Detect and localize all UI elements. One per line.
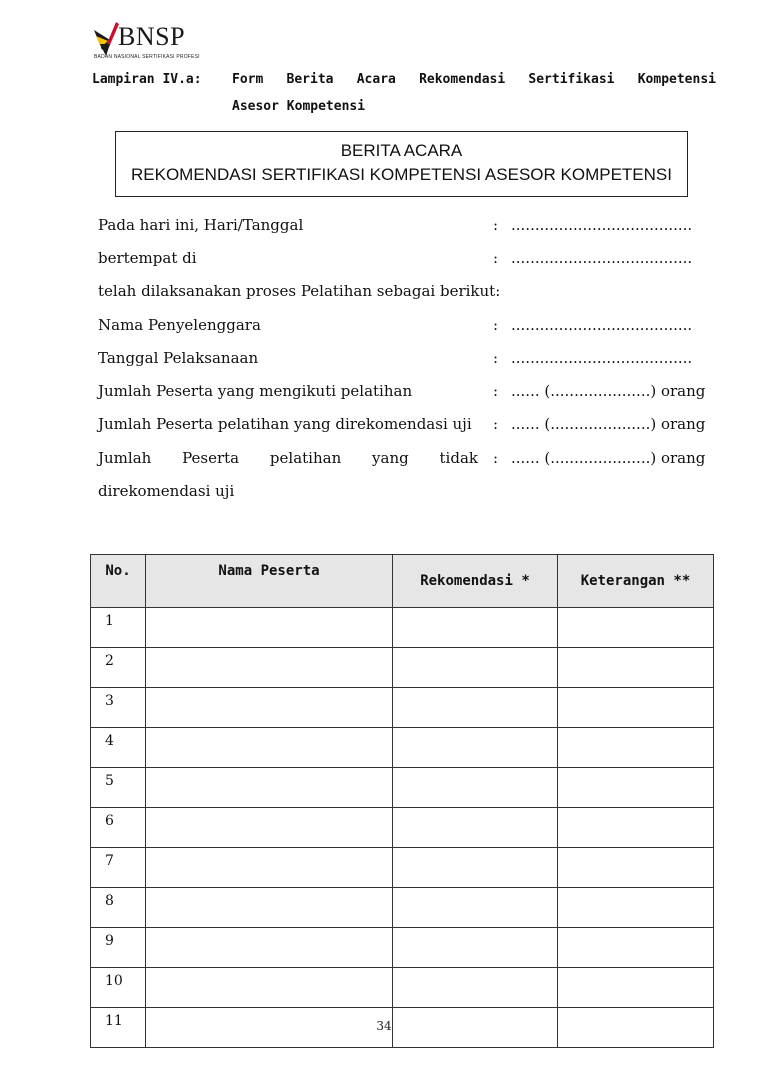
cell-keterangan[interactable]	[558, 768, 714, 808]
field-blank[interactable]: ......................................	[511, 216, 693, 234]
field-label: Pada hari ini, Hari/Tanggal	[98, 216, 304, 234]
cell-no: 3	[91, 688, 146, 728]
cell-keterangan[interactable]	[558, 928, 714, 968]
cell-nama-peserta[interactable]	[146, 768, 393, 808]
cell-no: 11	[91, 1008, 146, 1048]
cell-no: 9	[91, 928, 146, 968]
field-blank[interactable]: ......................................	[511, 316, 693, 334]
lampiran-title-line2: Asesor Kompetensi	[232, 99, 366, 114]
cell-keterangan[interactable]	[558, 688, 714, 728]
cell-rekomendasi[interactable]	[393, 768, 558, 808]
table-header-row	[91, 555, 714, 608]
cell-keterangan[interactable]	[558, 968, 714, 1008]
field-label-continuation: direkomendasi uji	[98, 482, 235, 500]
table-row	[91, 768, 714, 808]
column-header-nama: Nama Peserta	[146, 555, 393, 608]
cell-no: 7	[91, 848, 146, 888]
cell-no: 6	[91, 808, 146, 848]
cell-rekomendasi[interactable]	[393, 848, 558, 888]
field-colon: :	[493, 382, 499, 400]
cell-rekomendasi[interactable]	[393, 808, 558, 848]
table-row	[91, 648, 714, 688]
field-label-word: yang	[372, 449, 409, 467]
field-colon: :	[493, 249, 499, 267]
field-blank[interactable]: ...... (.....................) orang	[511, 382, 706, 400]
cell-rekomendasi[interactable]	[393, 928, 558, 968]
table-row	[91, 848, 714, 888]
cell-no: 4	[91, 728, 146, 768]
cell-keterangan[interactable]	[558, 848, 714, 888]
field-label: bertempat di	[98, 249, 197, 267]
field-label-word: Jumlah	[98, 449, 152, 467]
cell-keterangan[interactable]	[558, 728, 714, 768]
cell-keterangan[interactable]	[558, 648, 714, 688]
table-row	[91, 688, 714, 728]
document-title: BERITA ACARA	[340, 141, 463, 160]
document-subtitle: REKOMENDASI SERTIFIKASI KOMPETENSI ASESOR KOMPETENSI	[131, 165, 672, 184]
field-label: Tanggal Pelaksanaan	[98, 349, 259, 367]
cell-no: 1	[91, 608, 146, 648]
cell-no: 2	[91, 648, 146, 688]
field-blank[interactable]: ...... (.....................) orang	[511, 415, 706, 433]
cell-rekomendasi[interactable]	[393, 888, 558, 928]
column-header-keterangan: Keterangan **	[558, 555, 714, 608]
field-colon: :	[493, 349, 499, 367]
table-row	[91, 888, 714, 928]
field-colon: :	[493, 415, 499, 433]
field-label: Jumlah Peserta pelatihan yang direkomendasi uji	[98, 415, 472, 433]
cell-rekomendasi[interactable]	[393, 608, 558, 648]
lampiran-label: Lampiran IV.a:	[92, 72, 202, 87]
intro-text: telah dilaksanakan proses Pelatihan sebagai berikut:	[98, 282, 501, 300]
cell-no: 5	[91, 768, 146, 808]
field-label-word: Peserta	[182, 449, 240, 467]
table-row	[91, 608, 714, 648]
field-label-word: pelatihan	[269, 449, 342, 467]
cell-nama-peserta[interactable]	[146, 888, 393, 928]
participants-table	[90, 554, 714, 1048]
field-blank[interactable]: ...... (.....................) orang	[511, 449, 706, 467]
cell-nama-peserta[interactable]	[146, 648, 393, 688]
field-label-word: tidak	[439, 449, 478, 467]
cell-nama-peserta[interactable]	[146, 848, 393, 888]
table-row	[91, 808, 714, 848]
cell-nama-peserta[interactable]	[146, 928, 393, 968]
field-colon: :	[493, 216, 499, 234]
table-row	[91, 928, 714, 968]
cell-rekomendasi[interactable]	[393, 648, 558, 688]
cell-keterangan[interactable]	[558, 808, 714, 848]
logo-subtitle: BADAN NASIONAL SERTIFIKASI PROFESI	[94, 54, 200, 60]
cell-keterangan[interactable]	[558, 888, 714, 928]
logo-text: BNSP	[118, 22, 186, 51]
cell-no: 8	[91, 888, 146, 928]
cell-rekomendasi[interactable]	[393, 968, 558, 1008]
lampiran-title-line1: Form Berita Acara Rekomendasi Sertifikasi Kompetensi	[232, 72, 716, 87]
cell-nama-peserta[interactable]	[146, 688, 393, 728]
cell-rekomendasi[interactable]	[393, 688, 558, 728]
field-blank[interactable]: ......................................	[511, 349, 693, 367]
cell-nama-peserta[interactable]	[146, 608, 393, 648]
field-label: Nama Penyelenggara	[98, 316, 261, 334]
document-title-box	[115, 131, 688, 197]
field-label-justified	[98, 448, 478, 468]
cell-nama-peserta[interactable]	[146, 968, 393, 1008]
bnsp-logo	[92, 20, 212, 68]
field-blank[interactable]: ......................................	[511, 249, 693, 267]
page-number: 34	[376, 1019, 392, 1033]
field-colon: :	[493, 316, 499, 334]
cell-nama-peserta[interactable]	[146, 808, 393, 848]
cell-rekomendasi[interactable]	[393, 728, 558, 768]
field-colon: :	[493, 449, 499, 467]
cell-no: 10	[91, 968, 146, 1008]
column-header-no: No.	[91, 555, 146, 608]
table-row	[91, 968, 714, 1008]
table-row	[91, 728, 714, 768]
cell-nama-peserta[interactable]	[146, 728, 393, 768]
field-label: Jumlah Peserta yang mengikuti pelatihan	[98, 382, 413, 400]
column-header-rekomendasi: Rekomendasi *	[393, 555, 558, 608]
cell-keterangan[interactable]	[558, 608, 714, 648]
